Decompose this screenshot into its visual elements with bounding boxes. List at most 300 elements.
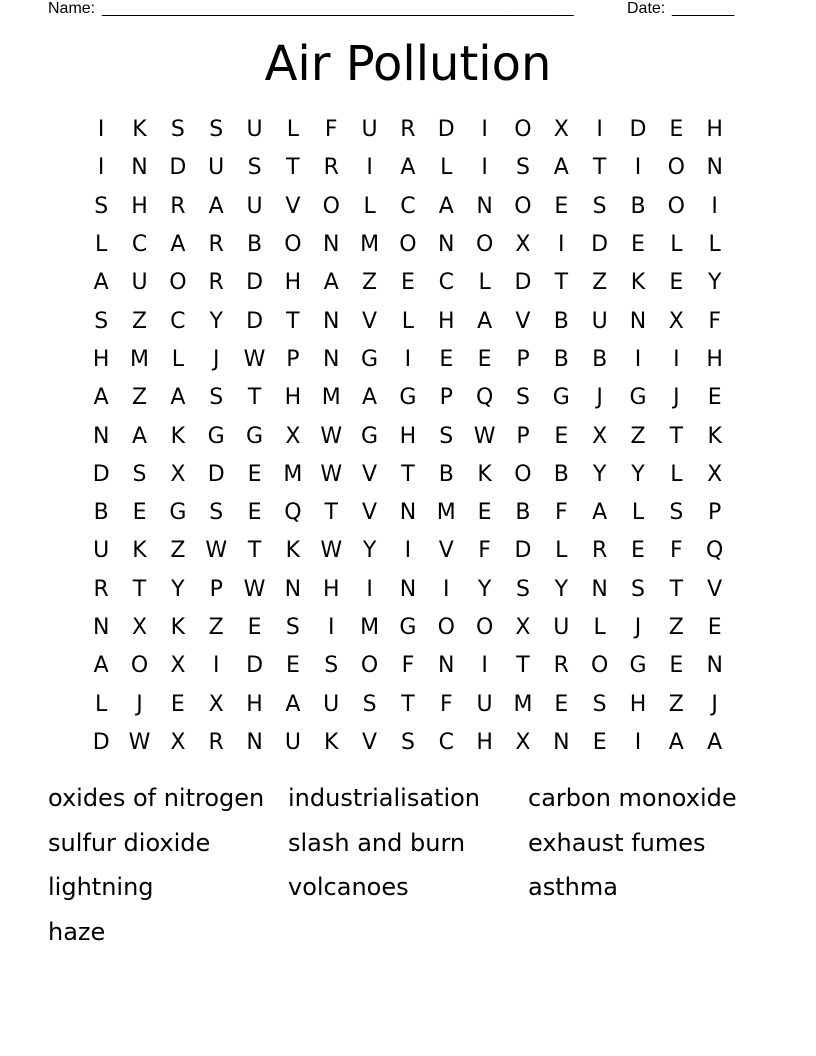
grid-letter[interactable]: C xyxy=(438,729,454,755)
grid-letter[interactable]: N xyxy=(92,615,110,640)
grid-letter[interactable]: O xyxy=(475,615,494,640)
grid-letter[interactable]: L xyxy=(440,155,453,181)
grid-letter[interactable]: A xyxy=(477,308,493,334)
grid-letter[interactable]: R xyxy=(208,729,224,755)
grid-letter[interactable]: S xyxy=(631,576,645,602)
grid-letter[interactable]: L xyxy=(478,270,491,296)
grid-letter[interactable]: U xyxy=(284,729,301,755)
grid-letter[interactable]: B xyxy=(553,308,569,334)
grid-letter[interactable]: Z xyxy=(592,270,608,296)
grid-letter[interactable]: X xyxy=(668,308,684,334)
grid-letter[interactable]: I xyxy=(558,232,565,258)
grid-letter[interactable]: Q xyxy=(706,538,724,564)
grid-letter[interactable]: S xyxy=(247,155,262,181)
grid-letter[interactable]: G xyxy=(552,385,570,411)
grid-letter[interactable]: I xyxy=(634,729,642,755)
grid-letter[interactable]: S xyxy=(209,500,224,526)
grid-letter[interactable]: B xyxy=(630,193,646,219)
grid-letter[interactable]: M xyxy=(283,461,303,487)
grid-letter[interactable]: V xyxy=(707,576,723,602)
grid-letter[interactable]: P xyxy=(439,385,453,411)
grid-letter[interactable]: N xyxy=(399,500,417,526)
grid-letter[interactable]: L xyxy=(708,232,721,258)
grid-letter[interactable]: X xyxy=(131,615,148,640)
grid-letter[interactable]: E xyxy=(439,346,454,372)
grid-letter[interactable]: H xyxy=(131,193,148,219)
grid-letter[interactable]: I xyxy=(596,117,603,143)
grid-row xyxy=(82,341,734,379)
grid-letter[interactable]: R xyxy=(170,193,186,219)
grid-letter[interactable]: T xyxy=(669,423,684,449)
grid-letter[interactable]: W xyxy=(243,576,266,602)
grid-letter[interactable]: H xyxy=(399,423,417,449)
grid-letter[interactable]: K xyxy=(170,423,186,449)
grid-letter[interactable]: V xyxy=(515,308,531,334)
grid-letter[interactable]: L xyxy=(95,232,108,258)
grid-letter[interactable]: X xyxy=(170,461,186,487)
grid-letter[interactable]: T xyxy=(324,500,338,526)
grid-letter[interactable]: R xyxy=(208,232,224,258)
grid-letter[interactable]: G xyxy=(207,423,225,449)
grid-letter[interactable]: T xyxy=(286,308,300,334)
grid-letter[interactable]: A xyxy=(438,193,454,219)
word-bank-item: lightning xyxy=(48,873,154,901)
grid-letter[interactable]: X xyxy=(707,461,723,487)
page-title: Air Pollution xyxy=(264,36,552,92)
grid-letter[interactable]: U xyxy=(93,538,110,564)
grid-letter[interactable]: N xyxy=(323,232,340,258)
grid-letter[interactable]: O xyxy=(322,193,340,219)
grid-letter[interactable]: D xyxy=(246,308,264,334)
grid-letter[interactable]: M xyxy=(130,346,149,372)
grid-letter[interactable]: V xyxy=(362,461,378,487)
grid-letter[interactable]: P xyxy=(708,500,722,526)
grid-letter[interactable]: Z xyxy=(208,615,224,640)
grid-letter[interactable]: D xyxy=(92,729,110,755)
grid-letter[interactable]: A xyxy=(592,500,608,526)
grid-letter[interactable]: M xyxy=(513,691,533,717)
grid-letter[interactable]: S xyxy=(669,500,684,526)
grid-letter[interactable]: L xyxy=(631,500,645,526)
grid-letter[interactable]: O xyxy=(514,117,532,143)
grid-letter[interactable]: H xyxy=(706,346,723,372)
grid-letter[interactable]: X xyxy=(553,117,569,143)
grid-letter[interactable]: D xyxy=(629,117,647,143)
grid-row xyxy=(82,647,734,685)
grid-letter[interactable]: E xyxy=(707,615,722,640)
grid-letter[interactable]: G xyxy=(629,385,647,411)
grid-letter[interactable]: I xyxy=(97,117,105,143)
grid-letter[interactable]: N xyxy=(399,576,417,602)
grid-letter[interactable]: R xyxy=(208,270,224,296)
grid-letter[interactable]: Q xyxy=(284,500,302,526)
grid-letter[interactable]: T xyxy=(286,155,300,181)
grid-letter[interactable]: L xyxy=(555,538,568,564)
grid-letter[interactable]: E xyxy=(247,500,262,526)
grid-letter[interactable]: K xyxy=(707,423,722,449)
grid-letter[interactable]: E xyxy=(592,729,607,755)
grid-letter[interactable]: K xyxy=(324,729,339,755)
grid-letter[interactable]: I xyxy=(634,346,642,372)
grid-letter[interactable]: C xyxy=(438,270,454,296)
date-field[interactable]: _______ xyxy=(672,0,735,17)
grid-letter[interactable]: X xyxy=(515,729,531,755)
grid-letter[interactable]: X xyxy=(285,423,301,449)
grid-letter[interactable]: P xyxy=(209,576,223,602)
grid-letter[interactable]: D xyxy=(591,232,609,258)
grid-letter[interactable]: S xyxy=(515,155,530,181)
grid-letter[interactable]: P xyxy=(286,346,300,372)
grid-letter[interactable]: F xyxy=(401,653,415,679)
grid-letter[interactable]: X xyxy=(515,615,531,640)
grid-letter[interactable]: N xyxy=(246,729,263,755)
grid-letter[interactable]: S xyxy=(209,117,224,143)
grid-letter[interactable]: T xyxy=(592,155,607,181)
grid-letter[interactable]: Y xyxy=(592,461,607,487)
grid-letter[interactable]: U xyxy=(131,270,148,296)
grid-row xyxy=(82,685,734,723)
grid-letter[interactable]: A xyxy=(668,729,684,755)
grid-letter[interactable]: J xyxy=(212,346,220,372)
grid-letter[interactable]: A xyxy=(131,423,148,449)
grid-letter[interactable]: H xyxy=(706,117,723,143)
grid-letter[interactable]: J xyxy=(136,691,143,717)
grid-letter[interactable]: Z xyxy=(630,423,646,449)
grid-letter[interactable]: N xyxy=(476,193,493,219)
grid-letter[interactable]: U xyxy=(476,691,493,717)
grid-letter[interactable]: U xyxy=(323,691,340,717)
grid-letter[interactable]: A xyxy=(170,232,186,258)
grid-letter[interactable]: G xyxy=(399,615,417,640)
grid-letter[interactable]: Z xyxy=(131,385,148,411)
grid-letter[interactable]: O xyxy=(360,653,379,679)
grid-letter[interactable]: M xyxy=(360,615,380,640)
grid-letter[interactable]: O xyxy=(514,193,532,219)
grid-row xyxy=(82,532,734,570)
grid-row xyxy=(82,724,734,762)
grid-letter[interactable]: G xyxy=(629,653,647,679)
grid-letter[interactable]: V xyxy=(362,729,378,755)
grid-letter[interactable]: A xyxy=(285,691,301,717)
grid-letter[interactable]: W xyxy=(473,423,496,449)
grid-letter[interactable]: Y xyxy=(171,576,185,602)
grid-letter[interactable]: U xyxy=(553,615,570,640)
grid-letter[interactable]: H xyxy=(476,729,493,755)
grid-letter[interactable]: N xyxy=(323,346,340,372)
grid-letter[interactable]: T xyxy=(669,576,684,602)
grid-letter[interactable]: S xyxy=(515,385,530,411)
grid-letter[interactable]: I xyxy=(481,653,488,679)
grid-letter[interactable]: A xyxy=(93,653,109,679)
grid-letter[interactable]: V xyxy=(285,193,301,219)
grid-letter[interactable]: X xyxy=(208,691,224,717)
grid-letter[interactable]: H xyxy=(92,346,110,372)
grid-letter[interactable]: U xyxy=(246,117,263,143)
grid-letter[interactable]: R xyxy=(553,653,569,679)
grid-letter[interactable]: B xyxy=(438,461,454,487)
grid-letter[interactable]: U xyxy=(591,308,608,334)
grid-letter[interactable]: S xyxy=(592,691,607,717)
grid-letter[interactable]: O xyxy=(514,461,532,487)
grid-letter[interactable]: L xyxy=(171,346,184,372)
grid-letter[interactable]: X xyxy=(515,232,531,258)
grid-letter[interactable]: I xyxy=(673,346,680,372)
grid-letter[interactable]: L xyxy=(401,308,415,334)
grid-letter[interactable]: S xyxy=(170,117,185,143)
grid-letter[interactable]: Z xyxy=(668,691,684,717)
grid-letter[interactable]: S xyxy=(362,691,377,717)
grid-letter[interactable]: A xyxy=(170,385,186,411)
grid-letter[interactable]: L xyxy=(363,193,376,219)
grid-letter[interactable]: S xyxy=(324,653,339,679)
grid-letter[interactable]: T xyxy=(401,461,415,487)
grid-letter[interactable]: D xyxy=(92,461,110,487)
grid-letter[interactable]: N xyxy=(438,232,455,258)
grid-letter[interactable]: E xyxy=(247,615,262,640)
grid-letter[interactable]: A xyxy=(707,729,723,755)
grid-letter[interactable]: D xyxy=(169,155,187,181)
grid-letter[interactable]: N xyxy=(629,308,647,334)
grid-letter[interactable]: G xyxy=(169,500,187,526)
grid-letter[interactable]: K xyxy=(285,538,301,564)
grid-letter[interactable]: I xyxy=(212,653,220,679)
grid-letter[interactable]: K xyxy=(170,615,186,640)
grid-letter[interactable]: B xyxy=(553,461,569,487)
grid-letter[interactable]: A xyxy=(553,155,569,181)
grid-letter[interactable]: E xyxy=(477,500,492,526)
grid-letter[interactable]: A xyxy=(362,385,378,411)
grid-letter[interactable]: F xyxy=(324,117,338,143)
grid-letter[interactable]: K xyxy=(132,117,147,143)
grid-letter[interactable]: N xyxy=(438,653,455,679)
grid-letter[interactable]: D xyxy=(246,653,264,679)
grid-letter[interactable]: C xyxy=(131,232,148,258)
grid-letter[interactable]: O xyxy=(284,232,302,258)
grid-letter[interactable]: H xyxy=(246,691,263,717)
grid-letter[interactable]: S xyxy=(94,193,109,219)
grid-letter[interactable]: B xyxy=(247,232,263,258)
grid-letter[interactable]: T xyxy=(516,653,530,679)
grid-letter[interactable]: T xyxy=(554,270,569,296)
grid-letter[interactable]: E xyxy=(170,691,185,717)
grid-letter[interactable]: G xyxy=(361,423,379,449)
grid-letter[interactable]: D xyxy=(437,117,455,143)
grid-letter[interactable]: J xyxy=(673,385,680,411)
grid-letter[interactable]: F xyxy=(554,500,568,526)
grid-letter[interactable]: I xyxy=(97,155,105,181)
grid-letter[interactable]: V xyxy=(438,538,454,564)
grid-letter[interactable]: X xyxy=(170,653,186,679)
grid-letter[interactable]: X xyxy=(592,423,608,449)
grid-letter[interactable]: A xyxy=(400,155,416,181)
grid-letter[interactable]: F xyxy=(670,538,683,564)
grid-letter[interactable]: N xyxy=(553,729,570,755)
grid-letter[interactable]: Z xyxy=(668,615,684,640)
grid-letter[interactable]: D xyxy=(246,270,264,296)
grid-letter[interactable]: O xyxy=(667,155,685,181)
grid-letter[interactable]: Y xyxy=(209,308,223,334)
grid-letter[interactable]: A xyxy=(323,270,339,296)
grid-letter[interactable]: I xyxy=(443,576,450,602)
grid-letter[interactable]: N xyxy=(131,155,148,181)
grid-letter[interactable]: K xyxy=(477,461,492,487)
grid-letter[interactable]: W xyxy=(243,346,266,372)
grid-letter[interactable]: E xyxy=(285,653,300,679)
grid-letter[interactable]: O xyxy=(130,653,149,679)
grid-letter[interactable]: L xyxy=(670,461,683,487)
grid-letter[interactable]: M xyxy=(321,385,341,411)
grid-letter[interactable]: I xyxy=(711,193,718,219)
grid-letter[interactable]: E xyxy=(132,500,147,526)
grid-letter[interactable]: G xyxy=(399,385,417,411)
grid-letter[interactable]: J xyxy=(711,691,718,717)
grid-letter[interactable]: Z xyxy=(170,538,186,564)
grid-letter[interactable]: N xyxy=(706,155,723,181)
word-bank-item: exhaust fumes xyxy=(528,828,706,857)
grid-letter[interactable]: R xyxy=(400,117,416,143)
grid-letter[interactable]: B xyxy=(515,500,531,526)
grid-letter[interactable]: V xyxy=(362,500,378,526)
grid-letter[interactable]: E xyxy=(554,423,569,449)
grid-letter[interactable]: W xyxy=(320,461,343,487)
grid-letter[interactable]: E xyxy=(554,691,569,717)
grid-letter[interactable]: H xyxy=(437,308,455,334)
grid-letter[interactable]: L xyxy=(670,232,683,258)
grid-letter[interactable]: O xyxy=(437,615,455,640)
grid-letter[interactable]: S xyxy=(439,423,454,449)
grid-letter[interactable]: Z xyxy=(362,270,378,296)
grid-letter[interactable]: D xyxy=(514,538,532,564)
grid-letter[interactable]: E xyxy=(554,193,569,219)
grid-letter[interactable]: Y xyxy=(477,576,492,602)
grid-letter[interactable]: F xyxy=(708,308,721,334)
grid-letter[interactable]: E xyxy=(400,270,415,296)
grid-letter[interactable]: A xyxy=(93,270,109,296)
grid-letter[interactable]: S xyxy=(400,729,415,755)
grid-letter[interactable]: H xyxy=(629,691,647,717)
grid-letter[interactable]: K xyxy=(630,270,646,296)
grid-letter[interactable]: R xyxy=(591,538,608,564)
grid-letter[interactable]: N xyxy=(92,423,110,449)
grid-letter[interactable]: N xyxy=(323,308,340,334)
grid-letter[interactable]: E xyxy=(707,385,722,411)
grid-letter[interactable]: A xyxy=(93,385,109,411)
grid-letter[interactable]: E xyxy=(669,270,684,296)
grid-letter[interactable]: S xyxy=(132,461,147,487)
grid-letter[interactable]: W xyxy=(205,538,228,564)
grid-letter[interactable]: R xyxy=(323,155,339,181)
grid-letter[interactable]: J xyxy=(634,615,642,640)
grid-letter[interactable]: P xyxy=(516,346,530,372)
grid-letter[interactable]: Y xyxy=(362,538,377,564)
grid-letter[interactable]: R xyxy=(93,576,109,602)
grid-letter[interactable]: Y xyxy=(631,461,645,487)
grid-letter[interactable]: H xyxy=(322,576,340,602)
grid-letter[interactable]: I xyxy=(366,155,373,181)
grid-letter[interactable]: J xyxy=(596,385,603,411)
grid-letter[interactable]: S xyxy=(515,576,530,602)
grid-letter[interactable]: T xyxy=(132,576,147,602)
grid-letter[interactable]: O xyxy=(590,653,609,679)
grid-letter[interactable]: W xyxy=(320,423,343,449)
grid-letter[interactable]: G xyxy=(361,346,379,372)
grid-letter[interactable]: W xyxy=(320,538,343,564)
grid-letter[interactable]: H xyxy=(284,270,302,296)
grid-letter[interactable]: U xyxy=(246,193,263,219)
grid-letter[interactable]: E xyxy=(631,538,645,564)
grid-letter[interactable]: N xyxy=(284,576,302,602)
grid-letter[interactable]: K xyxy=(132,538,147,564)
grid-letter[interactable]: Z xyxy=(131,308,148,334)
grid-letter[interactable]: I xyxy=(404,346,412,372)
grid-letter[interactable]: I xyxy=(634,155,642,181)
grid-letter[interactable]: Y xyxy=(554,576,569,602)
grid-letter[interactable]: G xyxy=(246,423,264,449)
grid-letter[interactable]: I xyxy=(366,576,373,602)
grid-letter[interactable]: I xyxy=(327,615,335,640)
grid-letter[interactable]: O xyxy=(169,270,187,296)
grid-letter[interactable]: T xyxy=(247,385,262,411)
grid-letter[interactable]: T xyxy=(401,691,415,717)
grid-letter[interactable]: E xyxy=(669,117,684,143)
grid-letter[interactable]: L xyxy=(286,117,300,143)
grid-letter[interactable]: D xyxy=(207,461,225,487)
grid-letter[interactable]: I xyxy=(481,155,488,181)
grid-letter[interactable]: L xyxy=(593,615,606,640)
grid-letter[interactable]: N xyxy=(706,653,723,679)
grid-letter[interactable]: M xyxy=(360,232,380,258)
grid-letter[interactable]: M xyxy=(436,500,456,526)
grid-letter[interactable]: X xyxy=(170,729,186,755)
grid-letter[interactable]: C xyxy=(170,308,186,334)
grid-letter[interactable]: Y xyxy=(707,270,722,296)
grid-letter[interactable]: I xyxy=(404,538,412,564)
grid-letter[interactable]: W xyxy=(128,729,151,755)
grid-letter[interactable]: E xyxy=(669,653,684,679)
grid-letter[interactable]: S xyxy=(592,193,607,219)
grid-letter[interactable]: S xyxy=(94,308,109,334)
grid-letter[interactable]: E xyxy=(247,461,262,487)
grid-letter[interactable]: B xyxy=(592,346,608,372)
grid-letter[interactable]: A xyxy=(208,193,224,219)
grid-letter[interactable]: S xyxy=(285,615,300,640)
grid-row xyxy=(82,302,734,340)
grid-letter[interactable]: B xyxy=(553,346,569,372)
grid-letter[interactable]: O xyxy=(399,232,417,258)
grid-letter[interactable]: O xyxy=(475,232,494,258)
name-field[interactable]: _____________________________________________________ xyxy=(102,0,574,17)
grid-letter[interactable]: I xyxy=(481,117,488,143)
grid-letter[interactable]: E xyxy=(477,346,492,372)
grid-letter[interactable]: L xyxy=(95,691,108,717)
grid-letter[interactable]: T xyxy=(247,538,262,564)
grid-letter[interactable]: H xyxy=(284,385,302,411)
grid-letter[interactable]: D xyxy=(514,270,532,296)
grid-letter[interactable]: C xyxy=(400,193,416,219)
grid-letter[interactable]: P xyxy=(516,423,530,449)
grid-letter[interactable]: O xyxy=(667,193,685,219)
grid-letter[interactable]: F xyxy=(439,691,453,717)
grid-letter[interactable]: U xyxy=(361,117,378,143)
grid-letter[interactable]: E xyxy=(631,232,645,258)
grid-letter[interactable]: U xyxy=(208,155,225,181)
grid-letter[interactable]: S xyxy=(209,385,224,411)
grid-letter[interactable]: B xyxy=(93,500,109,526)
grid-letter[interactable]: Q xyxy=(475,385,494,411)
grid-letter[interactable]: F xyxy=(478,538,491,564)
grid-letter[interactable]: V xyxy=(362,308,378,334)
grid-letter[interactable]: N xyxy=(591,576,608,602)
